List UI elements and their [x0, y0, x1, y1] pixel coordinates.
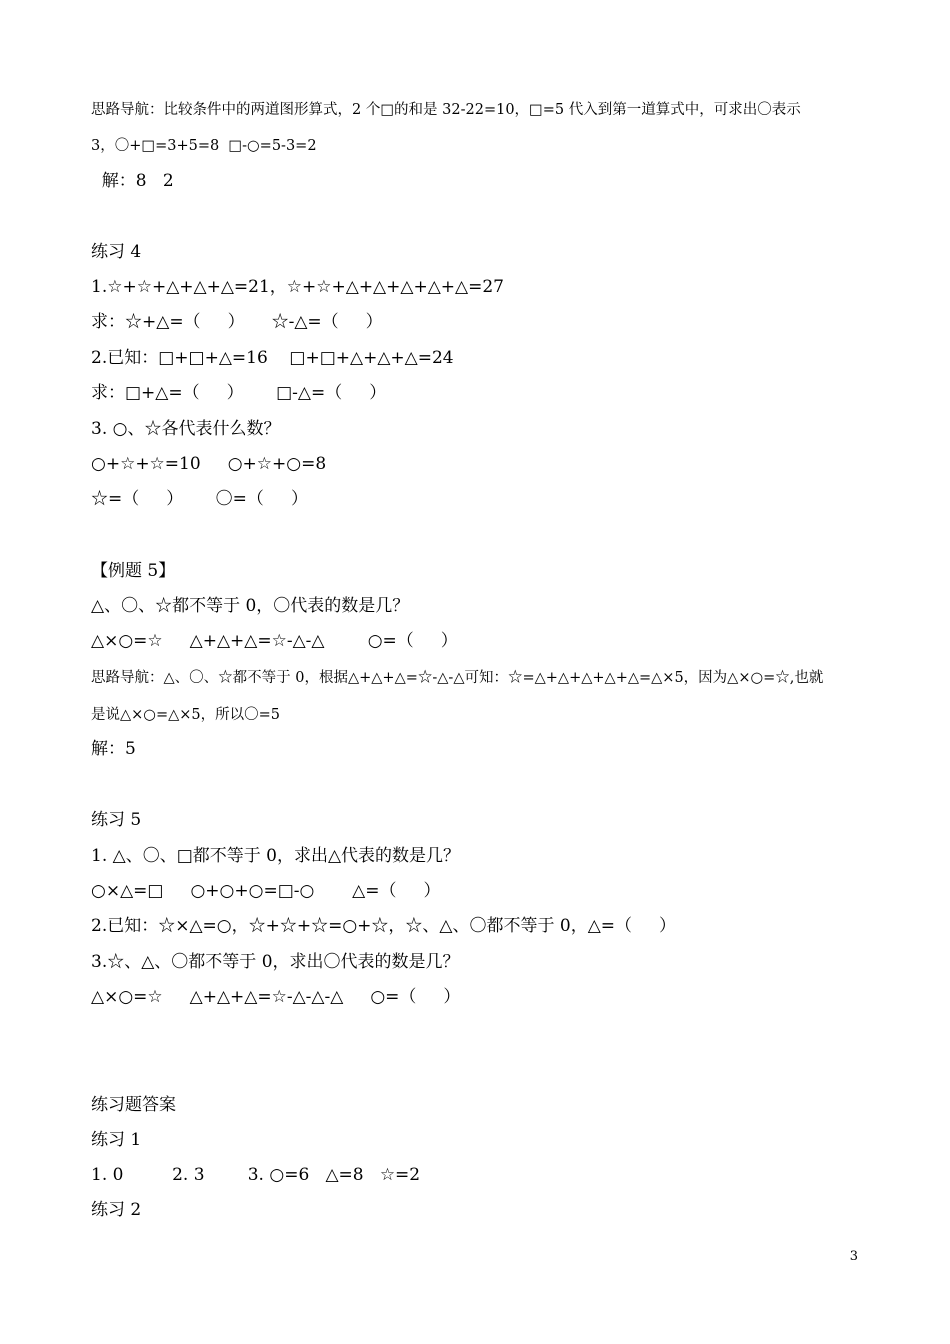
section-heading-practice-5: 练习 5	[91, 810, 142, 830]
practice-5-q1-equations: ○×△=□ ○+○+○=□-○ △=（ ）	[91, 881, 441, 901]
example-5-hint-line-2: 是说△×○=△×5，所以〇=5	[91, 707, 281, 723]
practice-5-q1: 1. △、〇、□都不等于 0，求出△代表的数是几？	[91, 846, 461, 866]
practice-5-q2: 2.已知：☆×△=○，☆+☆+☆=○+☆，☆、△、〇都不等于 0，△=（ ）	[91, 916, 677, 936]
answers-practice-1-heading: 练习 1	[91, 1130, 142, 1150]
hint-line-1: 思路导航：比较条件中的两道图形算式，2 个□的和是 32-22=10，□=5 代入到第一道算式中，可求出〇表示	[91, 102, 801, 118]
example-5-equations: △×○=☆ △+△+△=☆-△-△ ○=（ ）	[91, 631, 458, 651]
practice-4-q3-ask: ☆=（ ） 〇=（ ）	[91, 489, 308, 509]
example-5-answer: 解：5	[91, 739, 136, 759]
practice-4-q1: 1.☆+☆+△+△+△=21，☆+☆+△+△+△+△+△=27	[91, 277, 504, 297]
example-5-hint-line-1: 思路导航：△、〇、☆都不等于 0，根据△+△+△=☆-△-△可知：☆=△+△+△+△+△=△×5，因为△×○=☆,也就	[91, 670, 824, 686]
hint-line-2: 3，〇+□=3+5=8 □-○=5-3=2	[91, 138, 317, 154]
practice-4-q3-equations: ○+☆+☆=10 ○+☆+○=8	[91, 454, 327, 474]
answer-line: 解：8 2	[91, 171, 174, 191]
practice-4-q3: 3. ○、☆各代表什么数？	[91, 419, 281, 439]
practice-5-q3: 3.☆、△、〇都不等于 0，求出〇代表的数是几？	[91, 952, 460, 972]
section-heading-example-5: 【例题 5】	[91, 561, 176, 581]
answers-practice-2-heading: 练习 2	[91, 1200, 142, 1220]
section-heading-answers: 练习题答案	[91, 1095, 176, 1115]
practice-4-q2-ask: 求：□+△=（ ） □-△=（ ）	[91, 383, 387, 403]
practice-5-q3-equations: △×○=☆ △+△+△=☆-△-△-△ ○=（ ）	[91, 987, 461, 1007]
practice-4-q1-ask: 求：☆+△=（ ） ☆-△=（ ）	[91, 312, 383, 332]
practice-4-q2: 2.已知：□+□+△=16 □+□+△+△+△=24	[91, 348, 454, 368]
example-5-question: △、〇、☆都不等于 0，〇代表的数是几？	[91, 596, 410, 616]
page-number: 3	[849, 1249, 858, 1264]
section-heading-practice-4: 练习 4	[91, 242, 142, 262]
answers-practice-1-values: 1. 0 2. 3 3. ○=6 △=8 ☆=2	[91, 1165, 421, 1185]
